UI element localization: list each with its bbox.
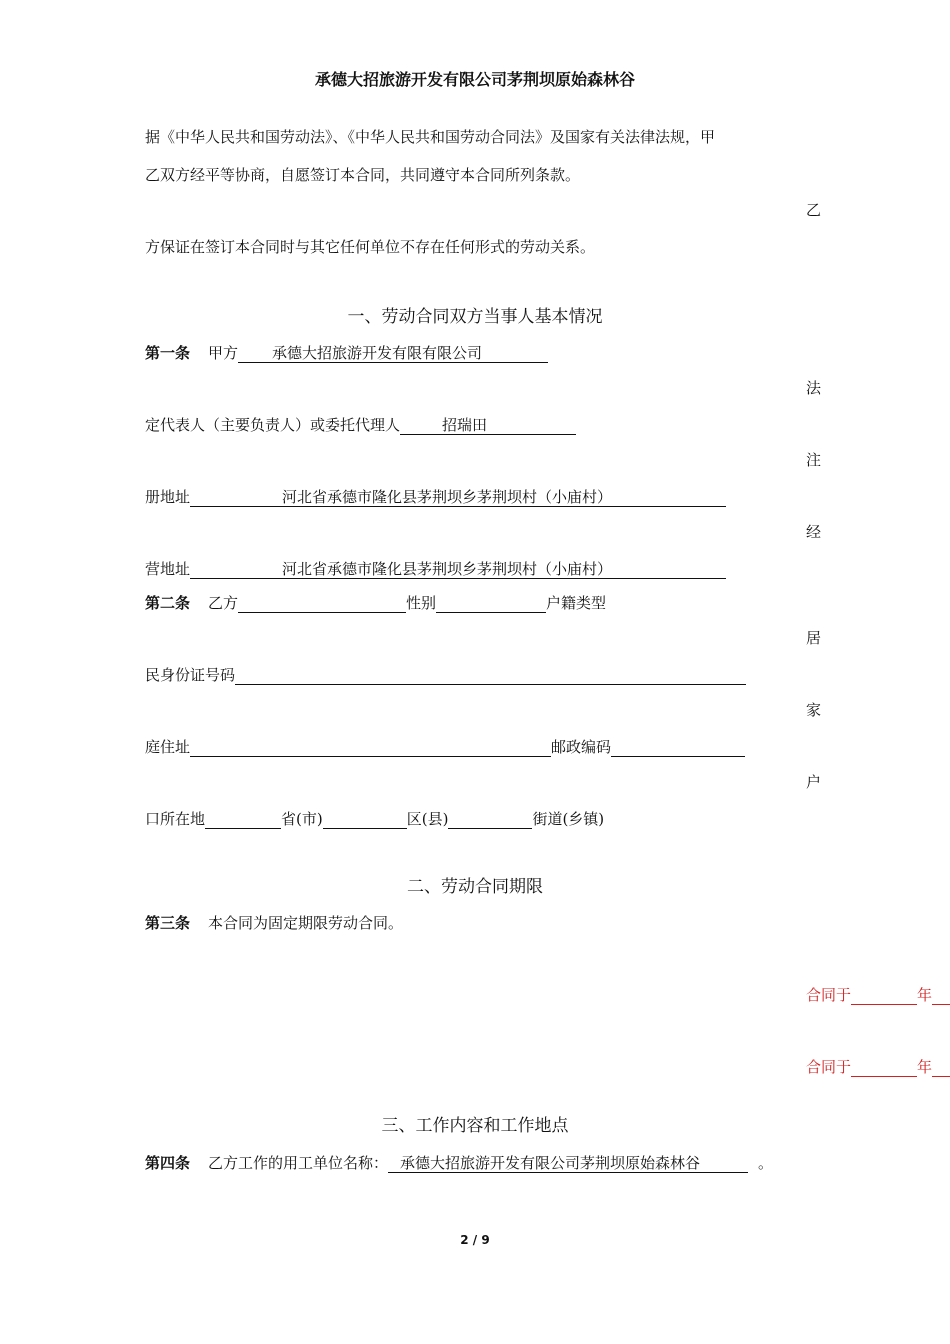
postcode-label: 邮政编码 bbox=[551, 738, 612, 756]
home-address-label: 庭住址 bbox=[145, 738, 191, 756]
business-address-label: 营地址 bbox=[145, 560, 191, 578]
gender-label: 性别 bbox=[406, 594, 437, 612]
business-address-line bbox=[145, 559, 726, 579]
hukou-location-label: 口所在地 bbox=[145, 810, 206, 828]
district-label: 区(县) bbox=[406, 810, 449, 828]
province-field bbox=[205, 810, 281, 829]
side-char-jing: 经 bbox=[806, 523, 822, 541]
page-number: 2 / 9 bbox=[460, 1233, 490, 1247]
party-a-field bbox=[238, 344, 548, 363]
employer-unit-label: 乙方工作的用工单位名称： bbox=[208, 1154, 389, 1172]
registered-address-label: 册地址 bbox=[145, 488, 191, 506]
registered-address-line bbox=[145, 487, 726, 507]
article-label: 第三条 bbox=[145, 914, 191, 932]
side-char-ju: 居 bbox=[806, 629, 822, 647]
business-address-value: 河北省承德市隆化县茅荆坝乡茅荆坝村（小庙村） bbox=[282, 560, 613, 578]
registered-address-field bbox=[190, 488, 726, 507]
hukou-location-line bbox=[145, 809, 604, 829]
home-address-line bbox=[145, 737, 745, 757]
month-field bbox=[932, 1058, 950, 1077]
article-1 bbox=[145, 343, 548, 363]
employer-unit-field bbox=[388, 1154, 748, 1173]
contract-from-label: 合同于 bbox=[806, 1058, 852, 1076]
article-label: 第四条 bbox=[145, 1154, 191, 1172]
year-label: 年 bbox=[917, 986, 933, 1004]
legal-rep-label: 定代表人（主要负责人）或委托代理人 bbox=[145, 416, 401, 434]
employer-unit-value: 承德大招旅游开发有限公司茅荆坝原始森林谷 bbox=[400, 1154, 701, 1172]
section-heading-1: 一、劳动合同双方当事人基本情况 bbox=[347, 307, 603, 327]
year-field bbox=[851, 1058, 917, 1077]
contract-term-line-2 bbox=[806, 1057, 950, 1077]
party-a-company: 承德大招旅游开发有限有限公司 bbox=[272, 344, 483, 362]
legal-rep-field bbox=[400, 416, 576, 435]
intro-line-1: 据《中华人民共和国劳动法》、《中华人民共和国劳动合同法》及国家有关法律法规，甲 bbox=[145, 128, 716, 146]
street-label: 街道(乡镇) bbox=[532, 810, 605, 828]
hukou-type-label: 户籍类型 bbox=[546, 594, 607, 612]
intro-line-3: 方保证在签订本合同时与其它任何单位不存在任何形式的劳动关系。 bbox=[145, 238, 596, 256]
party-b-label: 乙方 bbox=[208, 594, 239, 612]
section-heading-3: 三、工作内容和工作地点 bbox=[381, 1116, 569, 1136]
side-char-hu: 户 bbox=[806, 773, 822, 791]
legal-rep-value: 招瑞田 bbox=[442, 416, 488, 434]
registered-address-value: 河北省承德市隆化县茅荆坝乡茅荆坝村（小庙村） bbox=[282, 488, 613, 506]
id-number-field bbox=[235, 666, 746, 685]
contract-from-label: 合同于 bbox=[806, 986, 852, 1004]
month-field bbox=[932, 986, 950, 1005]
article-4-suffix: 。 bbox=[758, 1154, 774, 1172]
article-3 bbox=[145, 913, 403, 933]
section-heading-2: 二、劳动合同期限 bbox=[407, 877, 543, 897]
party-b-name-field bbox=[238, 594, 406, 613]
street-field bbox=[448, 810, 532, 829]
home-address-field bbox=[190, 738, 551, 757]
article-3-text: 本合同为固定期限劳动合同。 bbox=[208, 914, 404, 932]
side-char-yi: 乙 bbox=[806, 201, 822, 219]
id-number-line bbox=[145, 665, 746, 685]
side-char-zhu: 注 bbox=[806, 451, 822, 469]
province-label: 省(市) bbox=[281, 810, 323, 828]
postcode-field bbox=[611, 738, 745, 757]
side-char-jia: 家 bbox=[806, 701, 822, 719]
legal-rep-line bbox=[145, 415, 576, 435]
district-field bbox=[323, 810, 407, 829]
article-4 bbox=[145, 1153, 773, 1173]
business-address-field bbox=[190, 560, 726, 579]
article-label: 第一条 bbox=[145, 344, 191, 362]
contract-term-line-1 bbox=[806, 985, 950, 1005]
document-title: 承德大招旅游开发有限公司茅荆坝原始森林谷 bbox=[314, 70, 635, 89]
side-char-fa: 法 bbox=[806, 379, 822, 397]
article-label: 第二条 bbox=[145, 594, 191, 612]
id-number-label: 民身份证号码 bbox=[145, 666, 236, 684]
year-label: 年 bbox=[917, 1058, 933, 1076]
party-a-label: 甲方 bbox=[208, 344, 239, 362]
gender-field bbox=[436, 594, 546, 613]
article-2 bbox=[145, 593, 606, 613]
year-field bbox=[851, 986, 917, 1005]
intro-line-2: 乙双方经平等协商，自愿签订本合同，共同遵守本合同所列条款。 bbox=[145, 166, 581, 184]
